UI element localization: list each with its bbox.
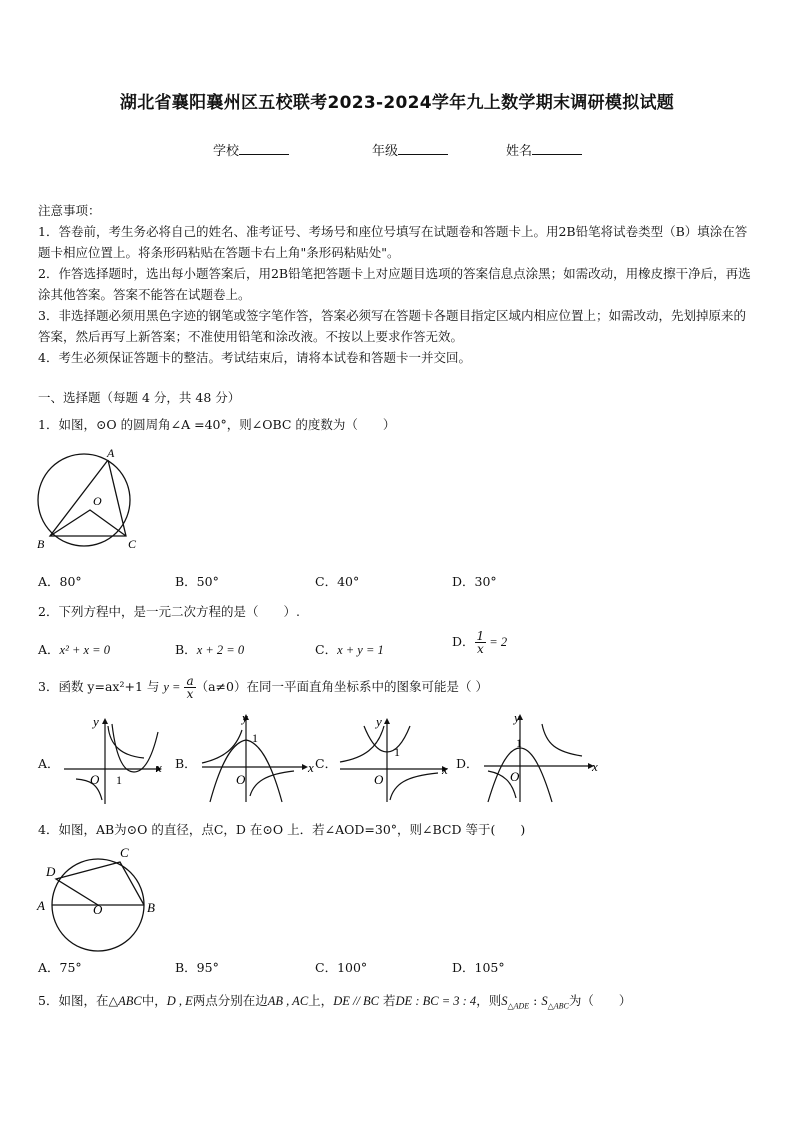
school-blank[interactable] [239,142,289,155]
q3-option-c[interactable]: C． [315,756,338,771]
q1-option-a[interactable]: A．80° [38,574,82,589]
svg-text:x: x [156,760,162,775]
q5-stem: 5．如图，在△ABC中，D , E两点分别在边AB , AC上，DE // BC 若DE : BC = 3 : 4，则$S_{\triangle ADE}$ : $S_{\triangle ABC}$为（ ） [38,993,632,1011]
notice-item-2: 2．作答选择题时，选出每小题答案后，用2B铅笔把答题卡上对应题目选项的答案信息点涂黑；如需改动，用橡皮擦干净后，再选涂其他答案。答案不能答在试题卷上。 [38,266,751,302]
q1-option-b[interactable]: B．50° [175,574,219,589]
name-blank[interactable] [532,142,582,155]
svg-text:y: y [376,714,382,729]
q4-label-d: D [46,864,56,879]
q2-expr-a: x² + x = 0 [59,643,110,657]
q1-circle-figure [34,444,146,556]
svg-text:y: y [514,710,520,725]
q4-option-b[interactable]: B．95° [175,960,219,975]
q3-option-b[interactable]: B． [175,756,197,771]
q4-label-c: C [120,845,129,860]
name-label: 姓名 [506,144,533,159]
svg-text:y: y [242,710,248,725]
svg-text:1: 1 [516,736,522,750]
svg-text:O: O [374,772,384,787]
notice-item-1: 1．答卷前，考生务必将自己的姓名、准考证号、考场号和座位号填写在试题卷和答题卡上。用2B铅笔将试卷类型（B）填涂在答题卡相应位置上。将条形码粘贴在答题卡右上角"条形码粘贴处"。 [38,224,748,260]
q2-letter-a: A． [38,642,60,657]
svg-text:O: O [510,769,520,784]
q3-graph-c [334,712,452,804]
svg-text:x: x [592,759,598,774]
q2-expr-c: x + y = 1 [337,643,384,657]
q1-label-c: C [128,537,137,551]
grade-blank[interactable] [398,142,448,155]
q2-stem: 2．下列方程中，是一元二次方程的是（ ）. [38,604,300,619]
q4-option-c[interactable]: C．100° [315,960,368,975]
svg-text:1: 1 [252,731,258,745]
q3-graph-a [60,712,170,806]
svg-text:y: y [93,714,99,729]
svg-text:x: x [442,762,448,777]
q4-stem: 4．如图，AB为⊙O 的直径，点C，D 在⊙O 上．若∠AOD=30°，则∠BCD 等于( ) [38,822,526,837]
q3-graph-b [196,708,324,804]
svg-text:O: O [90,772,100,787]
q3-graph-d [476,708,604,804]
q4-option-a[interactable]: A．75° [38,960,82,975]
q3-option-d[interactable]: D． [456,756,479,771]
q2-option-c[interactable] [315,640,384,658]
grade-label: 年级 [372,144,399,159]
q3-option-a[interactable]: A． [38,756,60,771]
q1-label-a: A [107,446,115,460]
q1-option-d[interactable]: D．30° [452,574,497,589]
grade-field[interactable] [372,140,448,159]
q1-label-o: O [93,494,102,508]
q1-label-b: B [37,537,45,551]
school-label: 学校 [213,144,240,159]
name-field[interactable] [506,140,582,159]
q2-expr-b: x + 2 = 0 [196,643,245,657]
svg-text:1: 1 [394,745,400,759]
notice-item-3: 3．非选择题必须用黑色字迹的钢笔或签字笔作答，答案必须写在答题卡各题目指定区域内相应位置上；如需改动，先划掉原来的答案，然后再写上新答案；不准使用铅笔和涂改液。不按以上要求作答无效。 [38,308,746,344]
section-heading: 一、选择题（每题 4 分，共 48 分） [38,390,241,405]
q3-stem: 3．函数 y=ax²+1 与 y = $\frac{a}{x}$ （a≠0）在同一平面直角坐标系中的图象可能是（ ） [38,674,488,701]
q4-label-o: O [93,902,103,917]
q2-option-b[interactable] [175,640,244,658]
svg-text:1: 1 [116,773,122,787]
page-title: 湖北省襄阳襄州区五校联考2023-2024学年九上数学期末调研模拟试题 [119,93,675,113]
q1-option-c[interactable]: C．40° [315,574,360,589]
svg-text:x: x [308,760,314,775]
q4-option-d[interactable]: D．105° [452,960,505,975]
q2-letter-c: C． [315,642,338,657]
notice-heading: 注意事项： [38,203,101,218]
q4-label-a: A [37,898,45,913]
q2-option-d[interactable] [452,630,507,655]
q2-letter-d: D． [452,634,475,649]
q2-fraction-d: $\frac{1}{x}$ [476,629,485,656]
q4-label-b: B [147,900,155,915]
q2-expr-d: = 2 [486,635,508,649]
svg-text:O: O [236,772,246,787]
school-field[interactable] [213,140,289,159]
notice-item-4: 4．考生必须保证答题卡的整洁。考试结束后，请将本试卷和答题卡一并交回。 [38,350,471,365]
q4-circle-figure [34,843,164,953]
q2-letter-b: B． [175,642,197,657]
q1-stem: 1．如图，⊙O 的圆周角∠A =40°，则∠OBC 的度数为（ ） [38,417,396,432]
q2-option-a[interactable] [38,640,110,658]
